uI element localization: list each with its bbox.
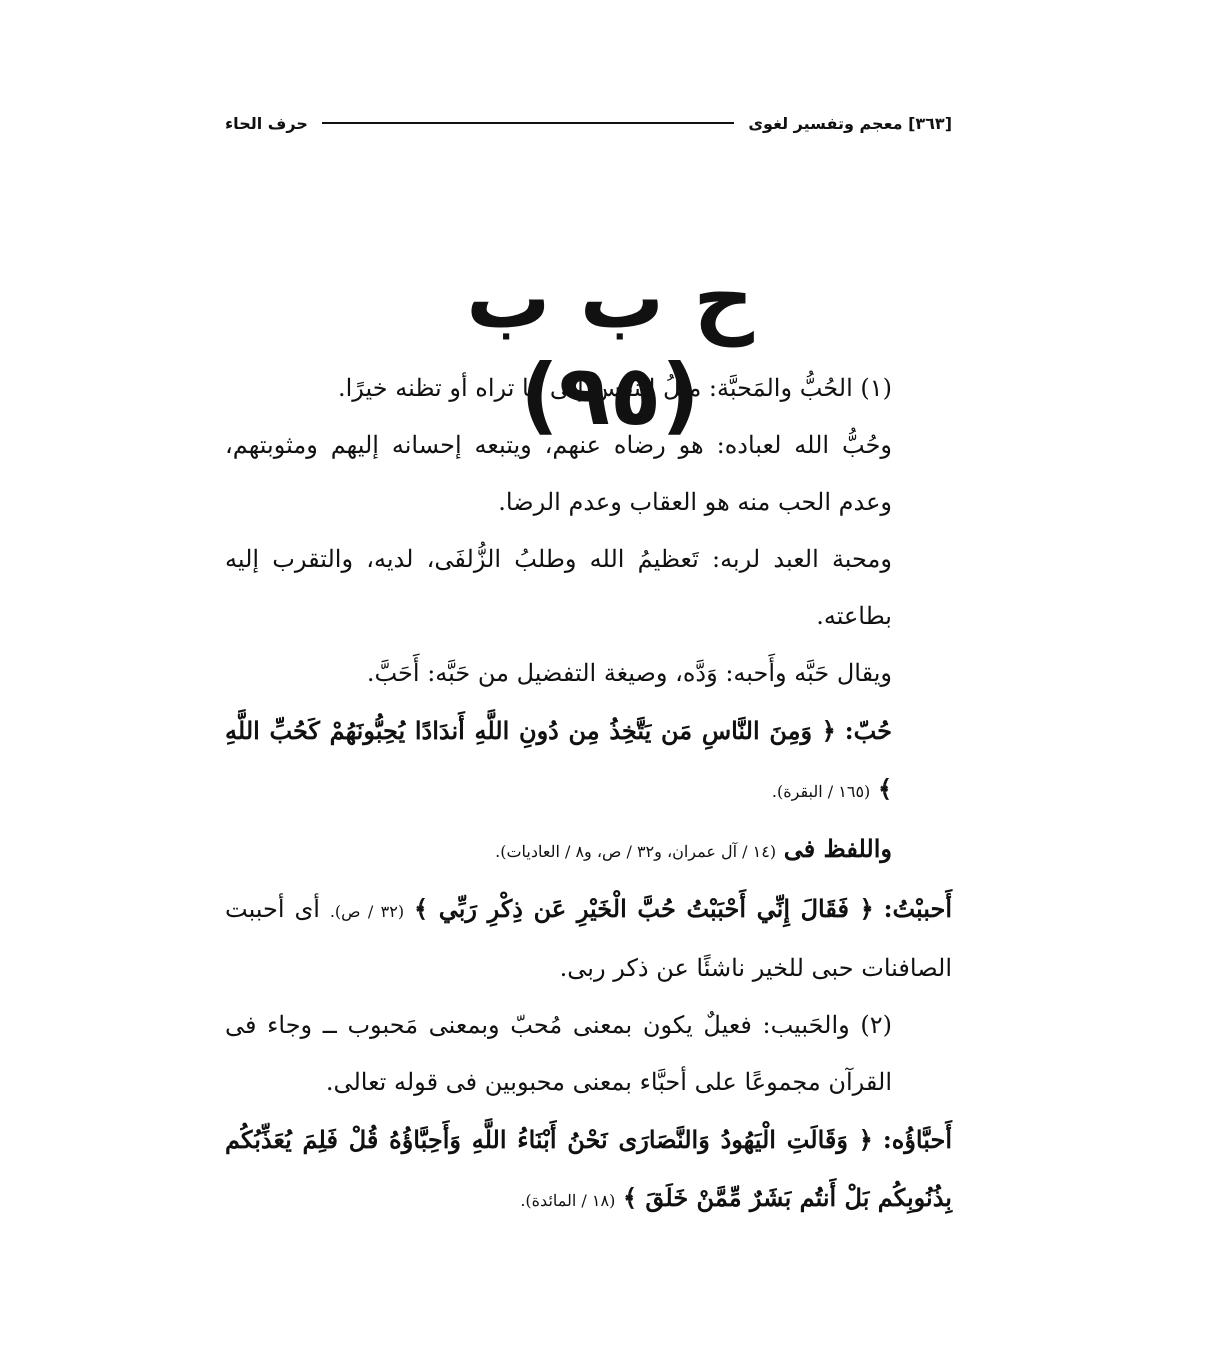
paragraph-occurrences: [225, 820, 952, 880]
paragraph-verse-ahbabtu: [225, 880, 952, 997]
paragraph-habib: (٢) والحَبيب: فعيلٌ يكون بمعنى مُحبّ وبمعنى مَحبوب ــ وجاء فى القرآن مجموعًا على أحبَّاء بمعنى محبوبين فى قوله تعالى.: [225, 1011, 892, 1096]
paragraph-verse-ahibbauhu: [225, 1111, 952, 1229]
paragraph-usage: ويقال حَبَّه وأَحبه: وَدَّه، وصيغة التفضيل من حَبَّه: أَحَبَّ.: [366, 659, 892, 687]
verse-maida-18: ﴿ وَقَالَتِ الْيَهُودُ وَالنَّصَارَى نَحْنُ أَبْنَاءُ اللَّهِ وَأَحِبَّاؤُهُ قُلْ فَلِمَ يُعَذِّبُكُم بِذُنُوبِكُم بَلْ أَنتُم بَشَرٌ مِّمَّنْ خَلَقَ ﴾: [225, 1125, 952, 1212]
entry-heading: ح ب ب (٩٥): [466, 249, 754, 444]
term-occurrences: واللفظ فى: [783, 834, 892, 863]
term-ahibbauhu: أَحبَّاؤُه:: [882, 1125, 952, 1154]
reference-sad: (٣٢ / ص).: [329, 902, 405, 921]
page-number-and-book-title: [٣٦٣] معجم وتفسير لغوى: [748, 113, 952, 133]
explanation-ahbabtu: أى أحببت الصافنات حبى للخير ناشئًا عن ذكر ربى.: [225, 895, 952, 982]
verse-sad-32: ﴿ فَقَالَ إِنِّي أَحْبَبْتُ حُبَّ الْخَيْرِ عَن ذِكْرِ رَبِّي ﴾: [414, 894, 874, 923]
paragraph-servants-love: ومحبة العبد لربه: تَعظيمُ الله وطلبُ الزُّلفَى، لديه، والتقرب إليه بطاعته.: [225, 545, 892, 630]
reference-occurrences: (١٤ / آل عمران، و٣٢ / ص، و٨ / العاديات).: [495, 842, 777, 861]
header-rule: [322, 122, 735, 124]
term-ahbabtu: أَحببْتُ:: [883, 894, 953, 923]
page-header: [225, 106, 952, 140]
section-title: حرف الحاء: [225, 113, 308, 133]
paragraph-verse-hubb: [225, 702, 952, 820]
reference-maida: (١٨ / المائدة).: [520, 1191, 616, 1210]
paragraph-gods-love: وحُبُّ الله لعباده: هو رضاه عنهم، ويتبعه إحسانه إليهم ومثوبتهم، وعدم الحب منه هو العقاب وعدم الرضا.: [225, 431, 892, 516]
paragraph-definition: (١) الحُبُّ والمَحبَّة: ميلُ النفس إلى ما تراه أو تظنه خيرًا.: [338, 374, 892, 402]
verse-baqara-165: ﴿ وَمِنَ النَّاسِ مَن يَتَّخِذُ مِن دُونِ اللَّهِ أَندَادًا يُحِبُّونَهُمْ كَحُبِّ اللَّهِ ﴾: [225, 716, 892, 803]
entry-body: [225, 360, 952, 1229]
term-hubb: حُبّ:: [844, 716, 892, 745]
reference-baqara: (١٦٥ / البقرة).: [771, 782, 871, 801]
